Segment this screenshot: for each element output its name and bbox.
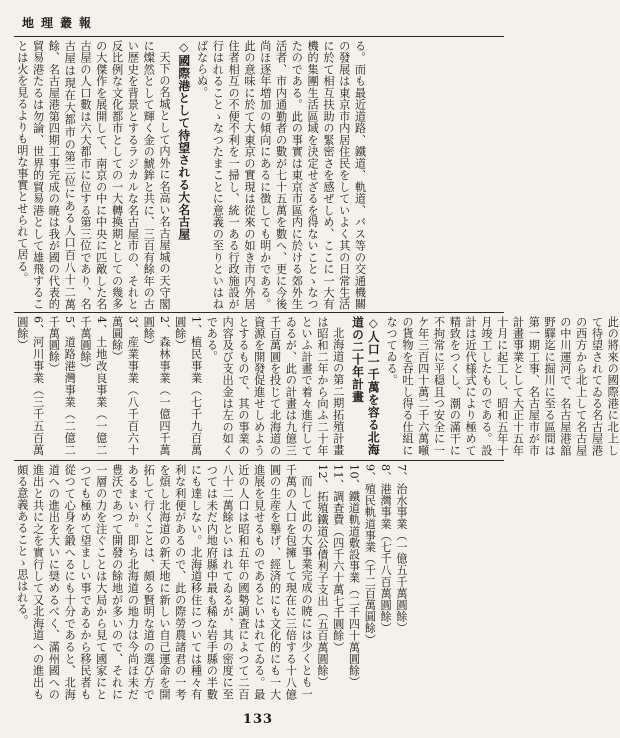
middle-paragraph-1: 此の將來の國際港に北上して待望されてゐる名古屋港の西方から北上して名古屋の中川運河で、名古屋港舘野驛迄に掘川に至る區間は第一期工事、名古屋市が市計畫事業として大正十五年十月に起工し、昭和五年十月竣工したものである。設計は近代様式により極めて精致をつくし、潮の滿干に不拘常に平穏且つ安全に一ケ年三百四十萬二千六萬噸の貨物を吞吐し得る仕組になつてゐる。 xyxy=(385,316,620,456)
project-list-part-2 xyxy=(314,464,409,700)
list-item: 2、森林事業（一億四千萬圓餘） xyxy=(142,316,171,456)
list-item: 5、道路港灣事業（二億二千萬圓餘） xyxy=(47,316,77,456)
list-item: 8、港灣事業（七千八百萬圓餘） xyxy=(379,464,393,634)
project-list-part-1 xyxy=(14,316,204,456)
list-item: 12、拓殖鐵道公債利子支出（五百萬圓餘） xyxy=(315,464,329,688)
list-item: 7、治水事業（一億五千萬圓餘） xyxy=(394,464,408,634)
section-heading-nagoya: ◇國際港として待望される大名古屋 xyxy=(176,40,191,241)
page-number: 133 xyxy=(242,712,274,727)
lower-tier-body xyxy=(14,464,409,700)
lower-tier xyxy=(14,464,504,700)
list-item: 11、調査費（四千六十萬七千圓餘） xyxy=(331,464,345,654)
middle-tier-body xyxy=(14,316,620,456)
upper-tier xyxy=(14,40,504,310)
list-item: 9、殖民軌道事業（千二百萬圓餘） xyxy=(363,464,377,646)
running-title: 地理叢報 xyxy=(22,16,99,30)
list-item: 3、産業事業（八千百六十萬圓餘） xyxy=(110,316,140,456)
upper-tier-body xyxy=(14,40,368,310)
list-item: 10、鐵道軌道敷設事業（二千四十萬圓餘） xyxy=(347,464,361,688)
tier-divider-1 xyxy=(14,312,504,313)
upper-paragraph-1: る。而も最近道路、鐵道、軌道、バス等の交通機關の發展は東京市内居住民をしていよく其の日常生活に於て相互扶助の緊密さを感ぜしめ、ここに一大有機的集團生活區域を決定せざるを得ないことゝなつたのである。此の事實は東京市區内に於ける郊外生活者、市内通勤者の數が七十五萬を數へ、更に今後尚ほ逐年増加の傾向にあるに徴しても明かである。此の意味に於て大東京の實現は從來の如き市内外居住者相互の不便不利を一掃し、統一ある行政施設が行はれることゝなつたまことに意義の至りといはねばならぬ。 xyxy=(195,40,367,310)
tier-divider-2 xyxy=(14,460,504,461)
middle-tier xyxy=(14,316,620,456)
list-item: 4、土地改良事業（一億二千萬圓餘） xyxy=(78,316,108,456)
middle-paragraph-2: 北海道の第二期拓殖計畫は昭和二年から向ふ二十年といふ計畫で着々進行してゐるが、此の計畫は九億三千百萬圓を投じて北海道の資源を開發促進せしめようとするもので、其の事業の内容及び支出金は左の如くである。 xyxy=(205,316,345,456)
lower-paragraph-1: 而して此の大事業完成の暁には少くとも一千萬の人口を包擁して現在に三倍する十八億圓の生産を擧げ、經済的にも文化的にも一大進展を見せるものであるといはれてゐる。最近の人口は昭和五年の國勢調査によつて二百八十二萬餘といはれてゐるが、其の密度に至つては未だ内地府縣中最も稀な岩手縣の半數にも達しない。北海道移住については種々有利な利便があるので、此の際勞農諸君の一考を煩し北海道の新天地に新しい自己運命を開拓して行くことは、頗る賢明な道の選び方であるまいか。即ち北海道の地力は今尚ほ未だ豊沃であつて開發の餘地が多いので、それに一層の力を注ぐことは大局から見て國家にとつても極めて望ましい事であるから移民者も從つて心身を鍛へるにも十分であると、北海道への進出を大いに奨めるべく、滿州國への進出と共に之を實行して又北海道への進出も頗る意義あることゝ思はれる。 xyxy=(15,464,314,700)
list-item: 1、植民事業（七千九百萬圓餘） xyxy=(173,316,203,456)
upper-paragraph-2: 天下の名城として内外に名高い名古屋城の天守閣に燦然として輝く金の鯱鉾と共に、三百有餘年の古い歴史を背景とするラジカルな名古屋市の、それと反比例な文化都市としての一大轉換期としての幾多の大傑作を展開して、南京の中に中央に匹敵した名古屋の人口數は六大都市に位する第三位であり、名古屋は現在大都市の第三位にある人口百八十二萬餘、名古屋港第四期工事完成の暁は我が國の代表的貿易港たるは勿論、世界的貿易港として雄飛することは火を見るよりも明な事實とせられて居る。 xyxy=(15,40,171,310)
header-rule xyxy=(14,36,504,37)
list-item: 6、河川事業（三千五百萬圓餘） xyxy=(15,316,45,456)
section-heading-hokkaido: ◇人口一千萬を容る北海道の二十年計畫 xyxy=(350,316,381,456)
